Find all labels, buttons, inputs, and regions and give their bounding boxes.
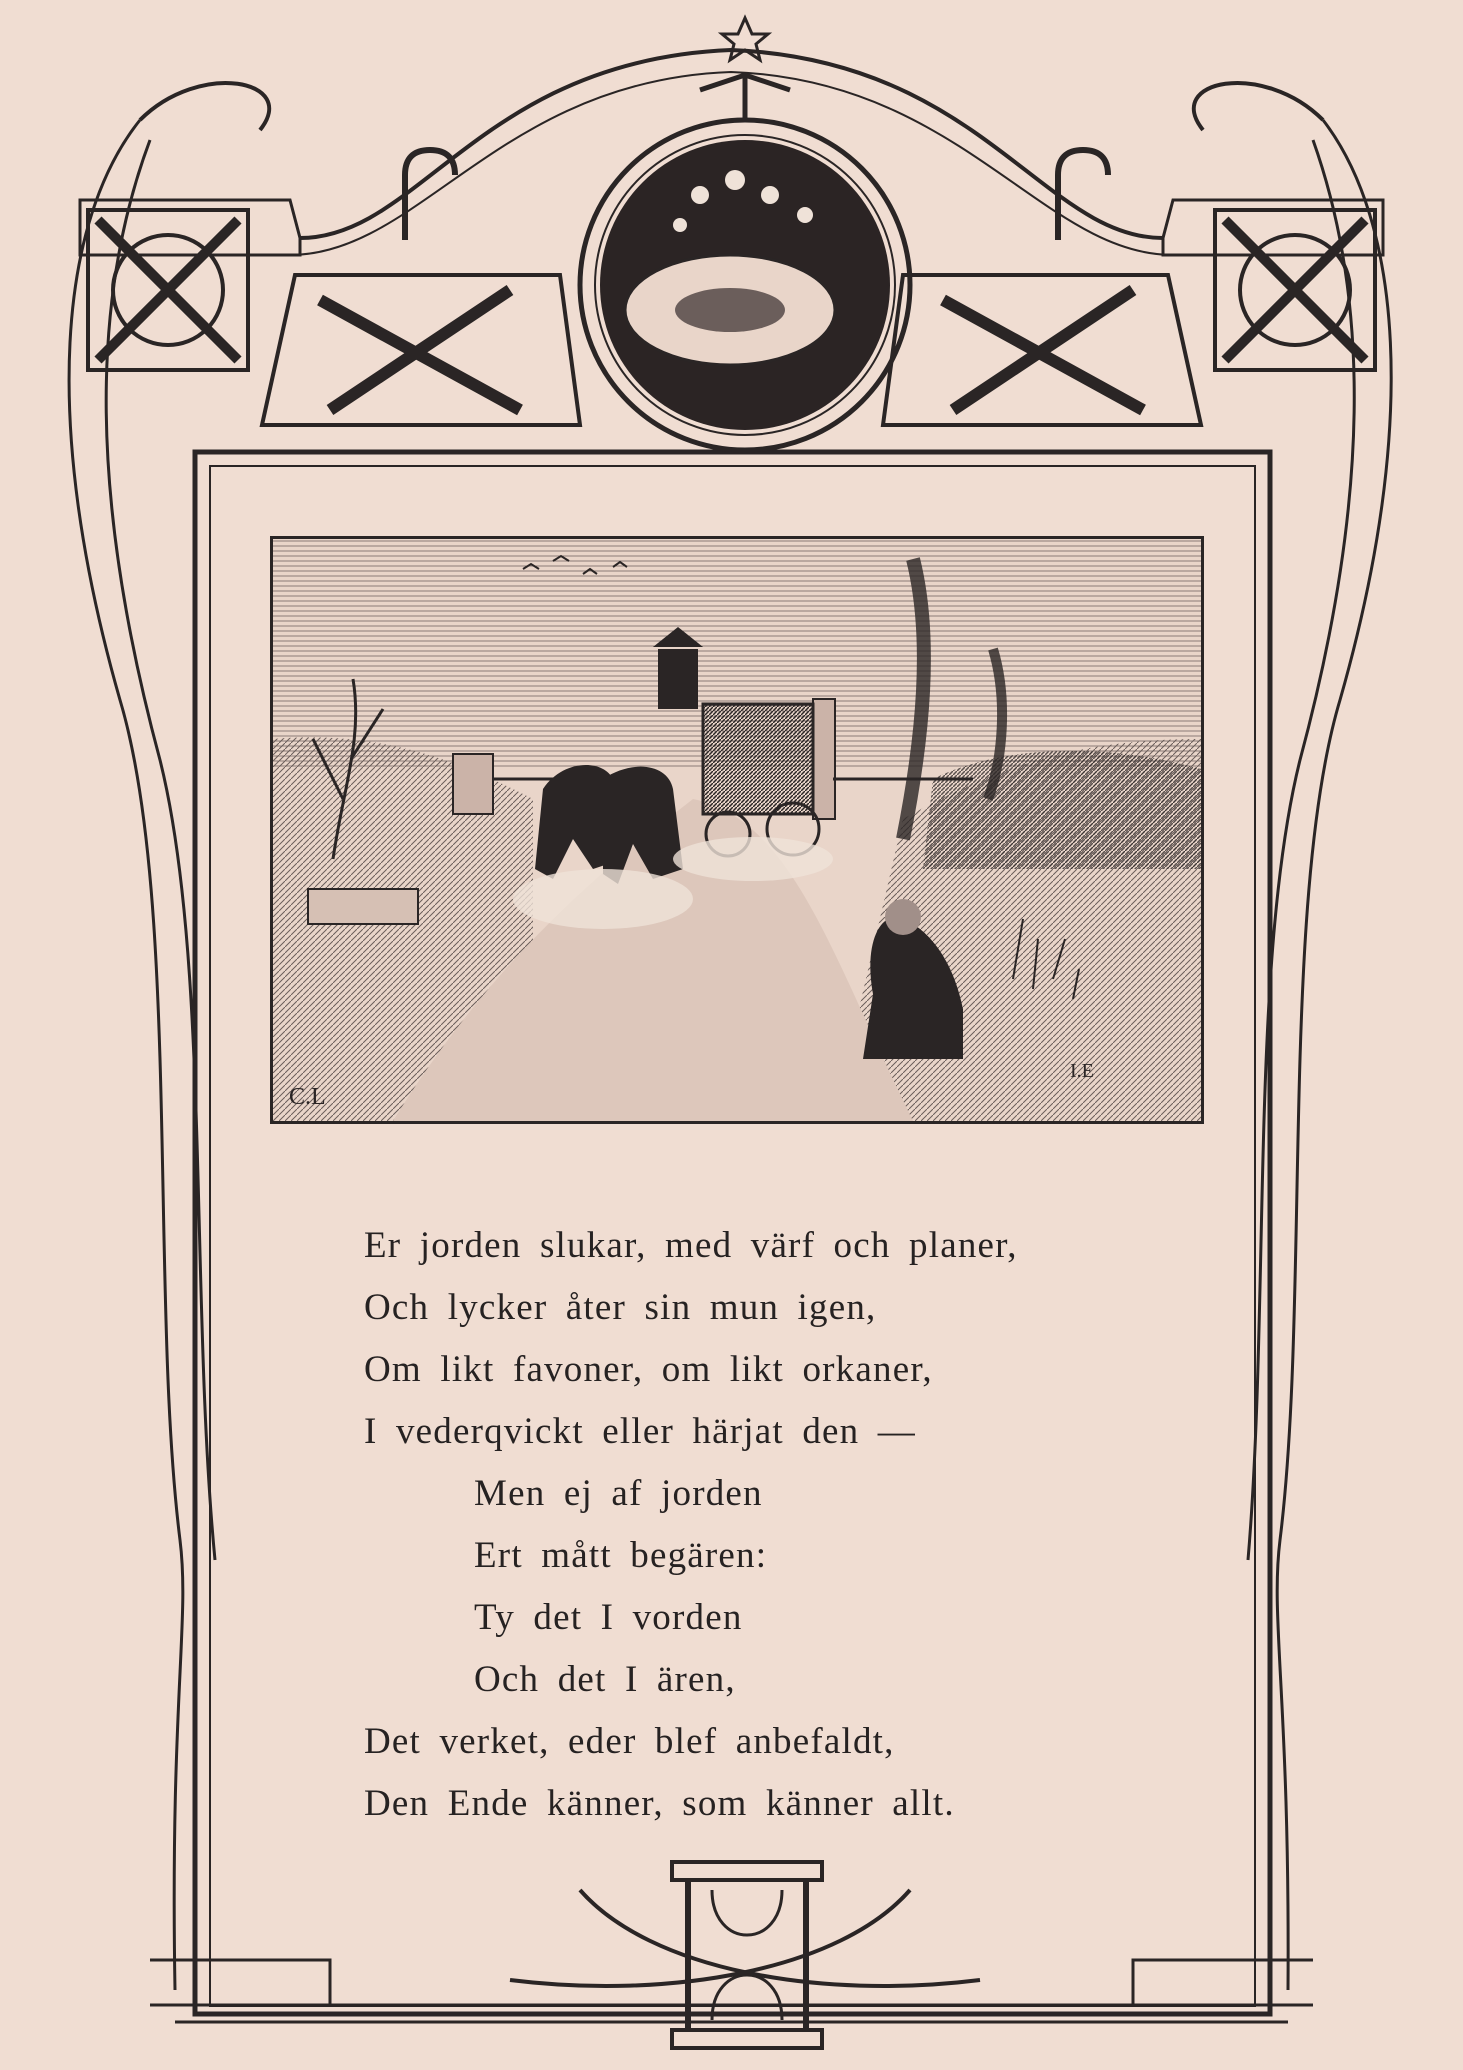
poem-line-indented: Men ej af jorden bbox=[474, 1473, 763, 1514]
poem-line: Er jorden slukar, med värf och planer, bbox=[364, 1225, 1018, 1266]
poem bbox=[364, 1215, 1184, 1835]
poem-line: Den Ende känner, som känner allt. bbox=[364, 1783, 955, 1824]
poem-line: Och lycker åter sin mun igen, bbox=[364, 1287, 877, 1328]
hearse-scene bbox=[273, 539, 1201, 1121]
engraving-illustration bbox=[270, 536, 1204, 1124]
poem-line-indented: Och det I ären, bbox=[474, 1659, 736, 1700]
poem-line: I vederqvickt eller härjat den — bbox=[364, 1411, 916, 1452]
engraver-monogram: I.E bbox=[1070, 1060, 1094, 1082]
poem-line: Det verket, eder blef anbefaldt, bbox=[364, 1721, 895, 1762]
poem-line-indented: Ty det I vorden bbox=[474, 1597, 743, 1638]
poem-line: Om likt favoner, om likt orkaner, bbox=[364, 1349, 933, 1390]
artist-monogram: C.L bbox=[289, 1084, 326, 1110]
poem-line-indented: Ert mått begären: bbox=[474, 1535, 768, 1576]
